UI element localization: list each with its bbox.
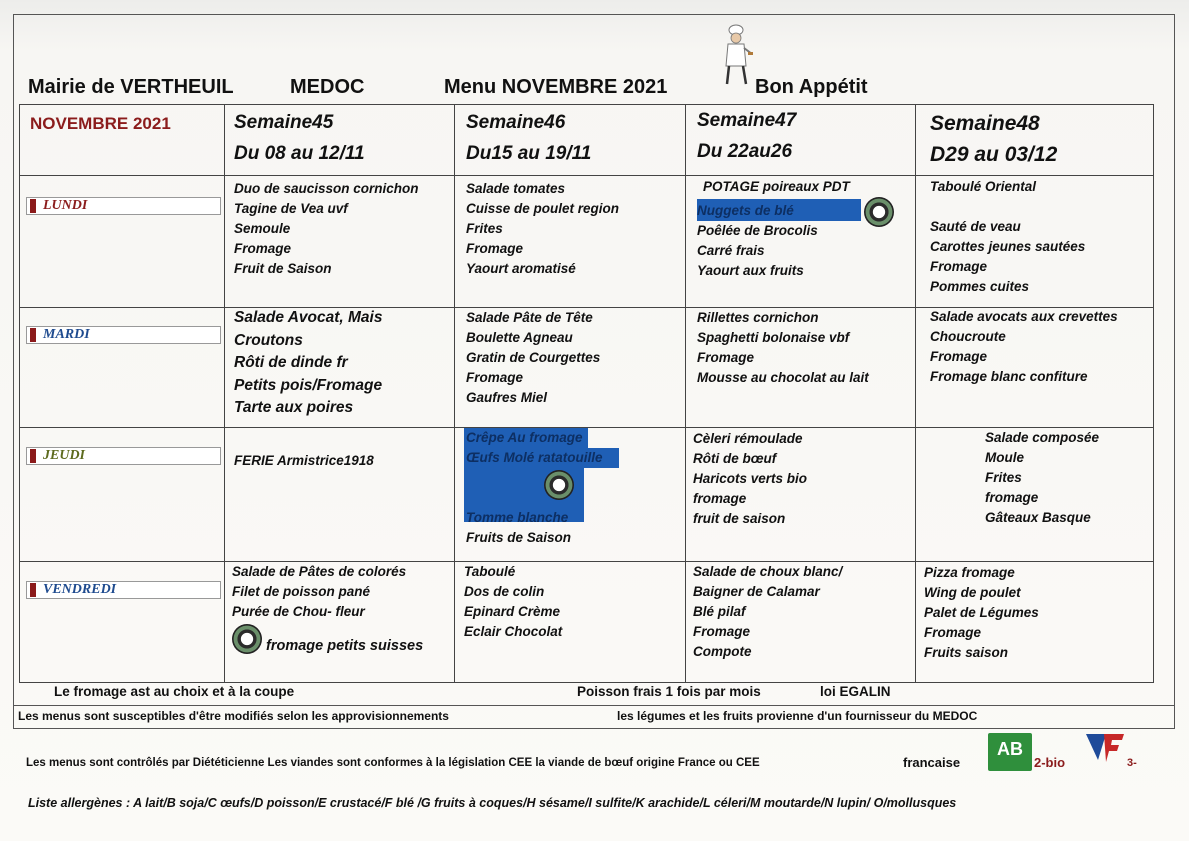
allergens-list: Liste allergènes : A lait/B soja/C œufs/D poisson/E crustacé/F blé /G fruits à coques/H sésame/I sulfite/K arachide/L céleri/M moutarde/N lupin/ O/mollusques bbox=[28, 796, 957, 810]
meal-item: Fruits saison bbox=[924, 645, 1009, 660]
week-header bbox=[930, 108, 1057, 170]
week-header bbox=[697, 105, 796, 167]
meal-item: Filet de poisson pané bbox=[232, 584, 371, 599]
meal-item: Croutons bbox=[234, 331, 303, 349]
week-title: Semaine47 bbox=[697, 110, 797, 131]
meal-item: Salade avocats aux crevettes bbox=[930, 309, 1118, 324]
meal-item: POTAGE poireaux PDT bbox=[703, 179, 850, 194]
day-label-jeudi: JEUDI bbox=[26, 447, 221, 465]
meal-item: Gâteaux Basque bbox=[985, 510, 1091, 525]
meal-cell bbox=[693, 429, 807, 529]
meal-item-highlighted: Œufs Molé ratatouille bbox=[466, 450, 603, 465]
day-label-mardi: MARDI bbox=[26, 326, 221, 344]
meal-item: Rôti de bœuf bbox=[693, 451, 777, 466]
fish-note: Poisson frais 1 fois par mois bbox=[577, 684, 761, 699]
francaise-label: francaise bbox=[903, 755, 961, 770]
bio-badge-icon bbox=[544, 470, 574, 500]
meal-item: Baigner de Calamar bbox=[693, 584, 820, 599]
meal-item: Rôti de dinde fr bbox=[234, 354, 348, 371]
menu-title: Menu NOVEMBRE 2021 bbox=[444, 76, 668, 98]
bio-badge-icon bbox=[864, 197, 894, 227]
bio-label: 2-bio bbox=[1034, 755, 1066, 770]
menu-table bbox=[19, 104, 1154, 683]
meal-cell bbox=[697, 177, 861, 281]
meal-item: Yaourt aromatisé bbox=[466, 261, 576, 276]
ab-bio-logo: AB bbox=[988, 733, 1032, 771]
week-title: Semaine46 bbox=[466, 112, 566, 133]
meal-item: Fruit de Saison bbox=[234, 261, 332, 276]
meal-cell bbox=[697, 308, 869, 388]
meal-item: Frites bbox=[985, 470, 1022, 485]
meal-item bbox=[466, 488, 603, 508]
cheese-note: Le fromage ast au choix et à la coupe bbox=[54, 684, 295, 699]
meal-item: Boulette Agneau bbox=[466, 330, 573, 345]
meal-item: Cuisse de poulet region bbox=[466, 201, 620, 216]
meal-item: Palet de Légumes bbox=[924, 605, 1039, 620]
meal-item: Taboulé bbox=[464, 564, 516, 579]
meal-item: Pizza fromage bbox=[924, 565, 1015, 580]
meal-item bbox=[234, 431, 374, 451]
meal-item: Epinard Crème bbox=[464, 604, 561, 619]
meal-item: Taboulé Oriental bbox=[930, 179, 1037, 194]
dietitian-note: Les menus sont contrôlés par Diététicienne Les viandes sont conformes à la législation CEE la viande de bœuf origine France ou CEE bbox=[26, 757, 760, 769]
meal-item: Spaghetti bolonaise vbf bbox=[697, 330, 850, 345]
meal-item: fromage petits suisses bbox=[266, 638, 424, 654]
meal-item: Sauté de veau bbox=[930, 219, 1021, 234]
greeting: Bon Appétit bbox=[755, 76, 868, 98]
meal-item: Fromage bbox=[924, 625, 982, 640]
meal-item-highlighted: Nuggets de blé bbox=[697, 199, 861, 221]
day-label-lundi: LUNDI bbox=[26, 197, 221, 215]
meal-cell bbox=[985, 428, 1099, 528]
meal-cell bbox=[234, 431, 374, 471]
meal-item: Salade tomates bbox=[466, 181, 566, 196]
meal-item bbox=[466, 468, 603, 488]
law-note: loi EGALIN bbox=[820, 684, 891, 699]
meal-item: fruit de saison bbox=[693, 511, 786, 526]
meal-item: Salade composée bbox=[985, 430, 1100, 445]
meal-item: Compote bbox=[693, 644, 752, 659]
week-dates: D29 au 03/12 bbox=[930, 143, 1058, 166]
meal-cell bbox=[464, 562, 562, 642]
meal-item: Moule bbox=[985, 450, 1024, 465]
location-title: MEDOC bbox=[290, 76, 365, 98]
bio-badge-icon bbox=[232, 624, 262, 654]
meal-item: FERIE Armistrice1918 bbox=[234, 453, 374, 468]
meal-cell bbox=[466, 428, 603, 548]
meal-item: Tarte aux poires bbox=[234, 399, 354, 416]
week-title: Semaine48 bbox=[930, 112, 1040, 135]
meal-item: Fromage bbox=[466, 241, 524, 256]
meal-item: Eclair Chocolat bbox=[464, 624, 563, 639]
meal-item bbox=[930, 197, 1085, 217]
meal-item: Salade Pâte de Tête bbox=[466, 310, 593, 325]
meal-item: Salade Avocat, Mais bbox=[234, 309, 383, 326]
meal-item-highlighted: Crêpe Au fromage bbox=[466, 430, 583, 445]
meal-item: Wing de poulet bbox=[924, 585, 1021, 600]
meal-item-highlighted: Tomme blanche bbox=[466, 510, 569, 525]
meal-item: Gaufres Miel bbox=[466, 390, 548, 405]
supply-note: Les menus sont susceptibles d'être modifiés selon les approvisionnements bbox=[18, 709, 449, 723]
meal-item: Petits pois/Fromage bbox=[234, 376, 383, 394]
meal-item: Dos de colin bbox=[464, 584, 545, 599]
column-divider bbox=[224, 105, 225, 682]
meal-item: Fromage bbox=[930, 349, 988, 364]
meal-item: Gratin de Courgettes bbox=[466, 350, 601, 365]
meal-cell bbox=[234, 307, 382, 420]
meal-cell bbox=[466, 308, 600, 408]
meal-item: Fromage bbox=[697, 350, 755, 365]
three-label: 3- bbox=[1127, 757, 1137, 769]
meal-item: fromage bbox=[985, 490, 1039, 505]
meal-item: Blé pilaf bbox=[693, 604, 746, 619]
meal-item: Mousse au chocolat au lait bbox=[697, 370, 869, 385]
column-divider bbox=[685, 105, 686, 682]
week-dates: Du 22au26 bbox=[697, 141, 793, 162]
meal-item: Fruits de Saison bbox=[466, 530, 572, 545]
vf-logo-icon bbox=[1084, 730, 1128, 768]
meal-cell bbox=[930, 177, 1085, 297]
meal-cell bbox=[466, 179, 619, 279]
meal-cell bbox=[693, 562, 842, 662]
column-divider bbox=[915, 105, 916, 682]
meal-item: Pommes cuites bbox=[930, 279, 1030, 294]
week-title: Semaine45 bbox=[234, 112, 334, 133]
meal-item: Cèleri rémoulade bbox=[693, 431, 803, 446]
week-header bbox=[234, 107, 365, 169]
meal-item: Frites bbox=[466, 221, 503, 236]
column-divider bbox=[454, 105, 455, 682]
week-header bbox=[466, 107, 591, 169]
meal-item: Choucroute bbox=[930, 329, 1006, 344]
row-divider bbox=[20, 561, 1153, 562]
meal-item: Haricots verts bio bbox=[693, 471, 808, 486]
meal-cell bbox=[234, 179, 419, 279]
meal-item: fromage bbox=[693, 491, 747, 506]
meal-item: Salade de choux blanc/ bbox=[693, 564, 843, 579]
meal-item: Purée de Chou- fleur bbox=[232, 604, 365, 619]
meal-cell bbox=[924, 563, 1039, 663]
page-header bbox=[28, 76, 1168, 104]
meal-item: Semoule bbox=[234, 221, 291, 236]
meal-item: Fromage bbox=[930, 259, 988, 274]
meal-item: Carottes jeunes sautées bbox=[930, 239, 1086, 254]
meal-item: Fromage bbox=[234, 241, 292, 256]
meal-item: Yaourt aux fruits bbox=[697, 263, 804, 278]
meal-item: Fromage blanc confiture bbox=[930, 369, 1088, 384]
mairie-title: Mairie de VERTHEUIL bbox=[28, 76, 234, 98]
day-label-vendredi: VENDREDI bbox=[26, 581, 221, 599]
meal-item: Rillettes cornichon bbox=[697, 310, 819, 325]
meal-item: Fromage bbox=[693, 624, 751, 639]
row-divider bbox=[20, 175, 1153, 176]
meal-item: Salade de Pâtes de colorés bbox=[232, 564, 407, 579]
week-dates: Du15 au 19/11 bbox=[466, 143, 592, 164]
month-header: NOVEMBRE 2021 bbox=[30, 114, 171, 133]
meal-item: Carré frais bbox=[697, 243, 765, 258]
meal-cell bbox=[930, 307, 1118, 387]
meal-item: Duo de saucisson cornichon bbox=[234, 181, 419, 196]
week-dates: Du 08 au 12/11 bbox=[234, 143, 365, 164]
local-note: les légumes et les fruits provienne d'un fournisseur du MEDOC bbox=[617, 709, 978, 723]
meal-item: Fromage bbox=[466, 370, 524, 385]
meal-item: Poêlée de Brocolis bbox=[697, 223, 818, 238]
meal-item: Tagine de Vea uvf bbox=[234, 201, 348, 216]
